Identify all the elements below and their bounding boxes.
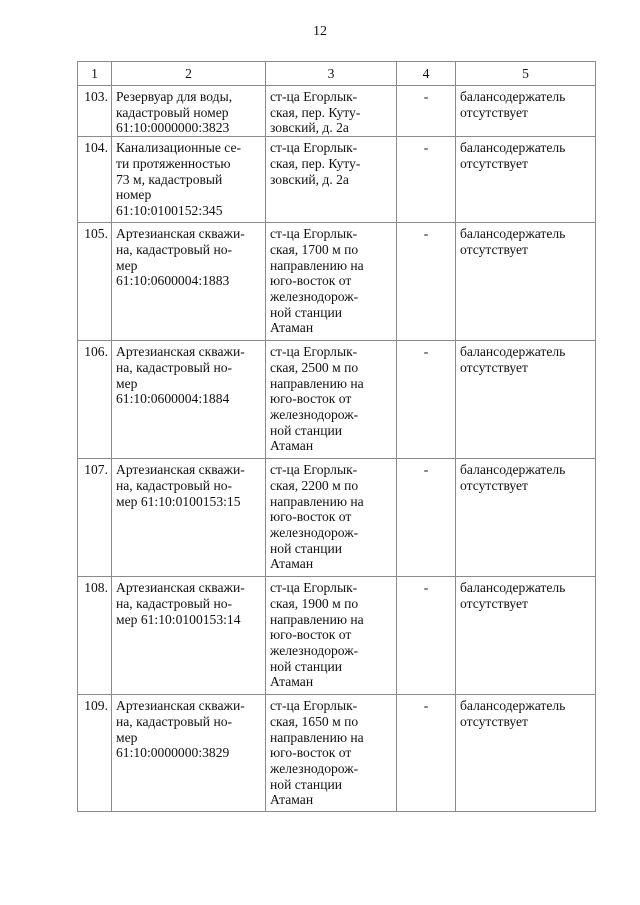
row-number: 106. <box>78 341 112 459</box>
table-header-row <box>78 62 596 86</box>
balance-holder: балансодержатель отсутствует <box>456 137 596 223</box>
object-name: Артезианская скважи- на, кадастровый но- мер 61:10:0100153:14 <box>112 577 266 695</box>
column-4-value: - <box>397 695 456 812</box>
column-header-5: 5 <box>456 62 596 86</box>
column-4-value: - <box>397 459 456 577</box>
column-header-3: 3 <box>266 62 397 86</box>
object-address: ст-ца Егорлык- ская, 2200 м по направлению на юго-восток от железнодорож- ной станции Атаман <box>266 459 397 577</box>
row-number: 108. <box>78 577 112 695</box>
balance-holder: балансодержатель отсутствует <box>456 459 596 577</box>
object-name: Канализационные се- ти протяженностью 73 м, кадастровый номер 61:10:0100152:345 <box>112 137 266 223</box>
object-address: ст-ца Егорлык- ская, пер. Куту- зовский, д. 2а <box>266 86 397 137</box>
row-number: 107. <box>78 459 112 577</box>
column-4-value: - <box>397 223 456 341</box>
table-row <box>78 695 596 812</box>
object-name: Артезианская скважи- на, кадастровый но- мер 61:10:0100153:15 <box>112 459 266 577</box>
table-row <box>78 341 596 459</box>
object-address: ст-ца Егорлык- ская, 1650 м по направлению на юго-восток от железнодорож- ной станции Атаман <box>266 695 397 812</box>
table-row <box>78 137 596 223</box>
row-number: 105. <box>78 223 112 341</box>
column-4-value: - <box>397 137 456 223</box>
row-number: 109. <box>78 695 112 812</box>
object-name: Артезианская скважи- на, кадастровый но- мер 61:10:0000000:3829 <box>112 695 266 812</box>
object-address: ст-ца Егорлык- ская, 2500 м по направлению на юго-восток от железнодорож- ной станции Атаман <box>266 341 397 459</box>
page-number: 12 <box>313 24 327 39</box>
table-row <box>78 86 596 137</box>
object-address: ст-ца Егорлык- ская, 1900 м по направлению на юго-восток от железнодорож- ной станции Атаман <box>266 577 397 695</box>
column-4-value: - <box>397 341 456 459</box>
column-4-value: - <box>397 86 456 137</box>
object-name: Артезианская скважи- на, кадастровый но- мер 61:10:0600004:1883 <box>112 223 266 341</box>
column-header-1: 1 <box>78 62 112 86</box>
table-row <box>78 223 596 341</box>
object-address: ст-ца Егорлык- ская, 1700 м по направлению на юго-восток от железнодорож- ной станции Атаман <box>266 223 397 341</box>
property-registry-table <box>77 61 596 812</box>
balance-holder: балансодержатель отсутствует <box>456 86 596 137</box>
balance-holder: балансодержатель отсутствует <box>456 577 596 695</box>
balance-holder: балансодержатель отсутствует <box>456 695 596 812</box>
table-row <box>78 459 596 577</box>
table-row <box>78 577 596 695</box>
column-header-2: 2 <box>112 62 266 86</box>
object-name: Артезианская скважи- на, кадастровый но- мер 61:10:0600004:1884 <box>112 341 266 459</box>
balance-holder: балансодержатель отсутствует <box>456 223 596 341</box>
balance-holder: балансодержатель отсутствует <box>456 341 596 459</box>
row-number: 103. <box>78 86 112 137</box>
row-number: 104. <box>78 137 112 223</box>
object-name: Резервуар для воды, кадастровый номер 61:10:0000000:3823 <box>112 86 266 137</box>
column-header-4: 4 <box>397 62 456 86</box>
object-address: ст-ца Егорлык- ская, пер. Куту- зовский, д. 2а <box>266 137 397 223</box>
column-4-value: - <box>397 577 456 695</box>
